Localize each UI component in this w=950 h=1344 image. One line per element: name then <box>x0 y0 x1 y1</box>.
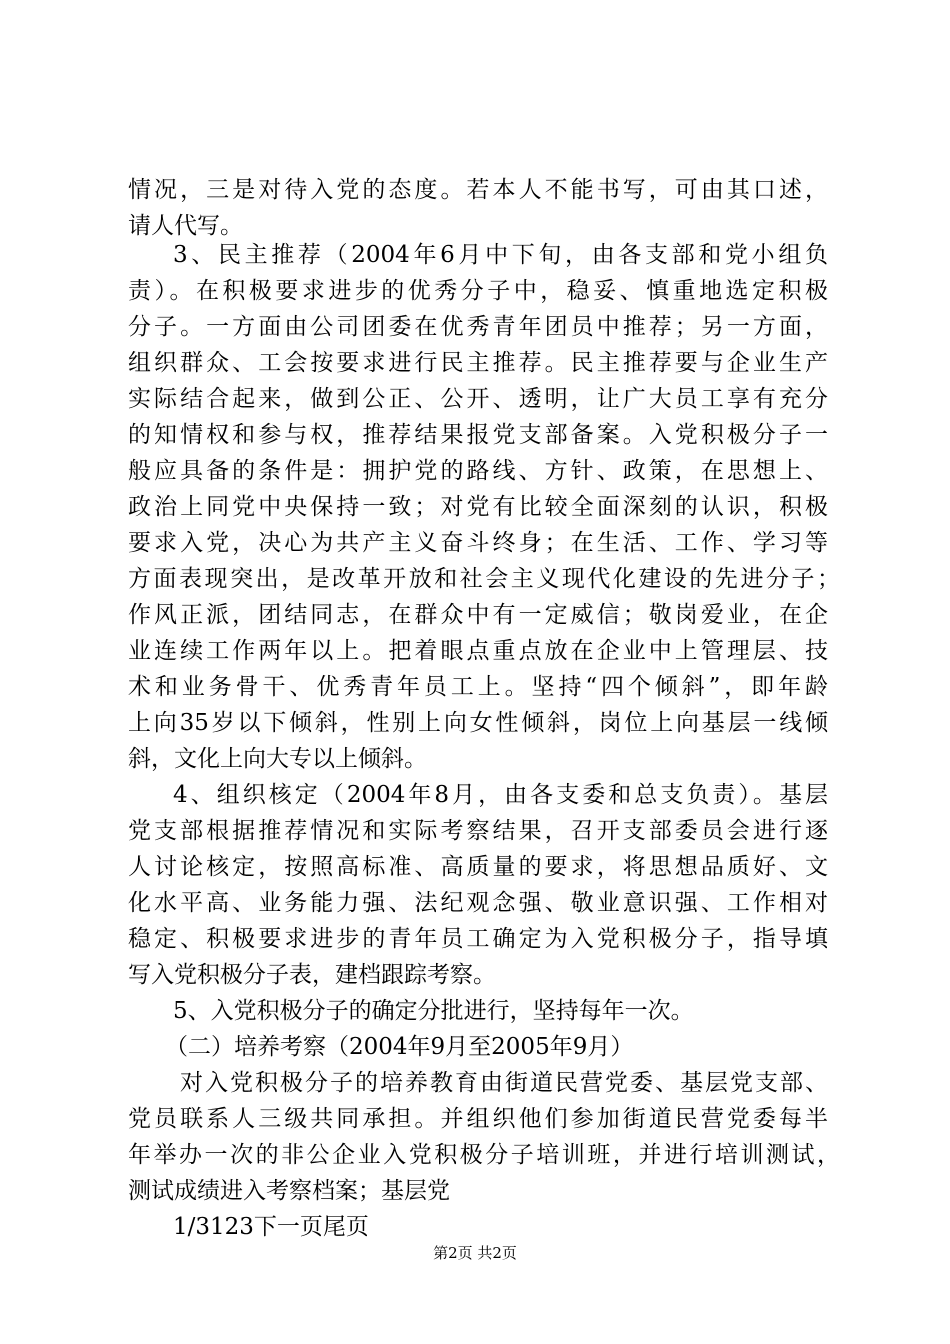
text-line: 术和业务骨干、优秀青年员工上。坚持“四个倾斜”，即年龄 <box>128 674 828 700</box>
text-line: 对入党积极分子的培养教育由街道民营党委、基层党支部、 <box>180 1070 828 1096</box>
text-line: 化水平高、业务能力强、法纪观念强、敬业意识强、工作相对 <box>128 890 828 916</box>
text-line: 斜，文化上向大专以上倾斜。 <box>128 746 427 772</box>
text-line: 组织群众、工会按要求进行民主推荐。民主推荐要与企业生产 <box>128 350 828 376</box>
text-line: 的知情权和参与权，推荐结果报党支部备案。入党积极分子一 <box>128 422 828 448</box>
text-line: 要求入党，决心为共产主义奋斗终身；在生活、工作、学习等 <box>128 530 828 556</box>
text-line: 年举办一次的非公企业入党积极分子培训班，并进行培训测试， <box>128 1142 840 1168</box>
text-line: 业连续工作两年以上。把着眼点重点放在企业中上管理层、技 <box>128 638 828 664</box>
text-line: 责）。在积极要求进步的优秀分子中，稳妥、慎重地选定积极 <box>128 278 828 304</box>
text-line: 方面表现突出，是改革开放和社会主义现代化建设的先进分子； <box>128 566 840 592</box>
text-line: 分子。一方面由公司团委在优秀青年团员中推荐；另一方面， <box>128 314 828 340</box>
text-line: 党支部根据推荐情况和实际考察结果，召开支部委员会进行逐 <box>128 818 828 844</box>
text-line: 作风正派，团结同志，在群众中有一定威信；敬岗爱业，在企 <box>128 602 828 628</box>
text-line: 人讨论核定，按照高标准、高质量的要求，将思想品质好、文 <box>128 854 828 880</box>
text-line: 请人代写。 <box>128 213 243 239</box>
text-line: 情况，三是对待入党的态度。若本人不能书写，可由其口述， <box>128 177 828 203</box>
section-heading: （二）培养考察（2004年9月至2005年9月） <box>165 1034 634 1060</box>
text-line: 4、组织核定（2004年8月，由各支委和总支负责）。基层 <box>173 782 828 808</box>
text-line: 实际结合起来，做到公正、公开、透明，让广大员工享有充分 <box>128 386 828 412</box>
pagination-text: 1/3123下一页尾页 <box>173 1214 369 1240</box>
text-line: 政治上同党中央保持一致；对党有比较全面深刻的认识，积极 <box>128 494 828 520</box>
text-line: 上向35岁以下倾斜，性别上向女性倾斜，岗位上向基层一线倾 <box>128 710 828 736</box>
text-line: 党员联系人三级共同承担。并组织他们参加街道民营党委每半 <box>128 1106 828 1132</box>
page-footer: 第2页 共2页 <box>433 1244 517 1262</box>
text-line: 般应具备的条件是：拥护党的路线、方针、政策，在思想上、 <box>128 458 828 484</box>
text-line: 5、入党积极分子的确定分批进行，坚持每年一次。 <box>173 998 694 1024</box>
text-line: 写入党积极分子表，建档跟踪考察。 <box>128 962 496 988</box>
text-line: 测试成绩进入考察档案；基层党 <box>128 1178 450 1204</box>
text-line: 3、民主推荐（2004年6月中下旬，由各支部和党小组负 <box>173 242 828 268</box>
text-line: 稳定、积极要求进步的青年员工确定为入党积极分子，指导填 <box>128 926 828 952</box>
